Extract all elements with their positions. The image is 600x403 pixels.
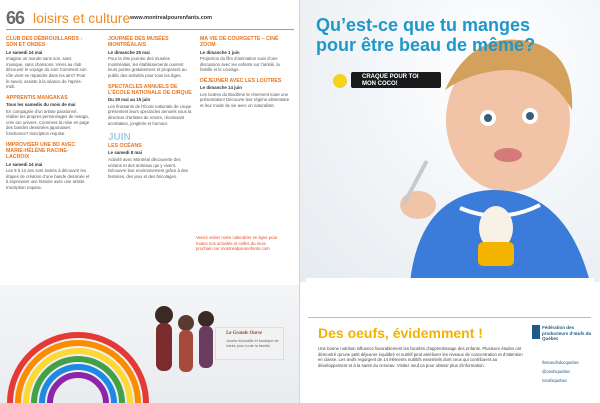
events-column-2: [108, 36, 192, 184]
events-column-3: [200, 36, 290, 114]
event-item: [200, 36, 290, 73]
month-heading: JUIN: [108, 132, 131, 144]
calendar-note-text[interactable]: Venez visiter notre calendrier en ligne pour toutes nos activités et celles du mois prochain sur montrealpourenfants.com: [196, 235, 278, 252]
event-body: Imagine un monde sans son, sans musique, sans chansons. Viens au club découvrir le voyage du son! Comment son rôle vient se répandre dans les airs? Pour le savoir, assiste à la séance de l’après-midi.: [6, 56, 87, 90]
social-link-youtube[interactable]: /oeufsquebec: [542, 378, 568, 383]
ad-headline-line1: Qu’est-ce que tu manges: [316, 15, 531, 35]
slogan-line1: CRAQUE POUR TOI: [362, 74, 419, 80]
header-rule: [6, 29, 294, 30]
event-body: Pour la 29e journée des musées montréalais, les établissements ouvrent leurs portes gratuitement et proposent au public des activités pour tous les âges.: [108, 56, 187, 78]
site-url[interactable]: www.montrealpourenfants.com: [130, 15, 213, 21]
event-body: En compagnie d’un artiste passionné, réalise tes propres personnages de manga, crée ton univers. Comment la mise en page des bandes dessinées japonaises fonctionne? Inscription requise.: [6, 108, 90, 137]
slogan-badge: [351, 72, 441, 88]
event-date: Tous les samedis du mois de mai: [6, 102, 76, 108]
event-date: Le dimanche 14 juin: [200, 85, 242, 91]
event-body: Projection du film d’animation suivi d’une discussion avec les enfants sur l’amitié, la famille et le courage.: [200, 56, 280, 73]
event-title: CLUB DES DÉBROUILLARDS : SON ET ONDES: [6, 36, 83, 49]
store-ad-subtitle: Jouets éducatifs et boutique de loisirs pour toute la famille: [226, 339, 279, 348]
social-links: [542, 358, 594, 385]
event-item: [108, 36, 192, 79]
egg-panel-body: Une bonne nutrition influence favorablement les facultés d’apprentissage des enfants. Plusieurs études ont démontré qu’une petit déjeuner équilibré et nutritif peut améliorer les niveaux de concentration et d’attention en classe. Les œufs regorgent de 14 éléments nutritifs essentiels dont ceux qui contribuent au développement et à la santé du cerveau. Visitez oeuf.ca pour obtenir plus d’information.: [318, 346, 523, 368]
egg-panel-rule: [308, 317, 591, 318]
section-title: loisirs et culture: [33, 10, 131, 26]
event-title: LES OCÉANS: [108, 143, 142, 150]
event-body: Les 9 à 12 ans sont invités à découvrir les étapes de création d’une bande dessinée et à improviser une histoire avec une artiste. Inscription requise.: [6, 168, 90, 190]
event-item: [6, 95, 90, 137]
event-title: JOURNÉE DES MUSÉES MONTRÉALAIS: [108, 36, 169, 49]
event-date: Le samedi 24 mai: [6, 161, 43, 167]
page-number: 66: [6, 8, 25, 28]
event-title: APPRENTIS MANGAKAS: [6, 94, 68, 101]
event-title: SPECTACLES ANNUELS DE L’ÉCOLE NATIONALE DE CIRQUE: [108, 83, 192, 96]
federation-logo-icon: [532, 325, 540, 339]
store-ad[interactable]: [215, 327, 284, 360]
ad-headline-line2: pour être beau de même?: [316, 35, 536, 55]
event-title: DÉJEUNER AVEC LES LOUTRES: [200, 77, 282, 84]
event-date: Du 29 mai au 15 juin: [108, 97, 151, 103]
smiley-icon: [333, 74, 347, 88]
event-date: Le dimanche 25 mai: [108, 49, 150, 55]
event-item: [6, 36, 90, 90]
event-title: MA VIE DE COURGETTE – CINÉ ZOOM: [200, 36, 279, 49]
social-link-twitter[interactable]: @oeufsquebec: [542, 369, 571, 374]
event-item: [108, 84, 192, 127]
event-date: Le dimanche 1 juin: [200, 49, 240, 55]
egg-panel-title: Des oeufs, évidemment !: [318, 325, 483, 341]
event-date: Le samedi 24 mai: [6, 49, 43, 55]
page-header: [0, 8, 300, 28]
event-date: Le samedi 8 mai: [108, 150, 142, 156]
right-page-ad: [300, 0, 600, 403]
social-link-facebook[interactable]: /lesoeufsducquebec: [542, 360, 580, 365]
slogan-line2: MON COCO!: [362, 81, 398, 87]
events-column-1: [6, 36, 90, 195]
event-item: [108, 143, 192, 179]
event-body: Les finissants de l’École nationale de cirque présentent leurs spectacles annuels sous la direction d’artistes de renom, réunissant acrobaties, jonglerie et humour.: [108, 103, 192, 126]
federation-name: Fédération des producteurs d’œufs du Québec: [542, 325, 592, 341]
event-item: [200, 78, 290, 109]
store-ad-title: La Grande Ourse: [226, 331, 263, 336]
event-item: [6, 142, 90, 191]
calendar-note: [196, 235, 282, 288]
event-title: IMPROVISER UNE BD AVEC MARIE-HÉLÈNE RACINE-LACROIX: [6, 141, 76, 161]
event-body: Les loutres du Biodôme te réservent toute une présentation! Découvre leur régime alimentaire et leur mode de vie avec un naturaliste.: [200, 91, 290, 109]
event-body: Activité avec Montréal découverte des océans et des animaux qui y vivent. Découvre leur environnement grâce à des histoires, des jeux et des bricolages.: [108, 157, 189, 179]
